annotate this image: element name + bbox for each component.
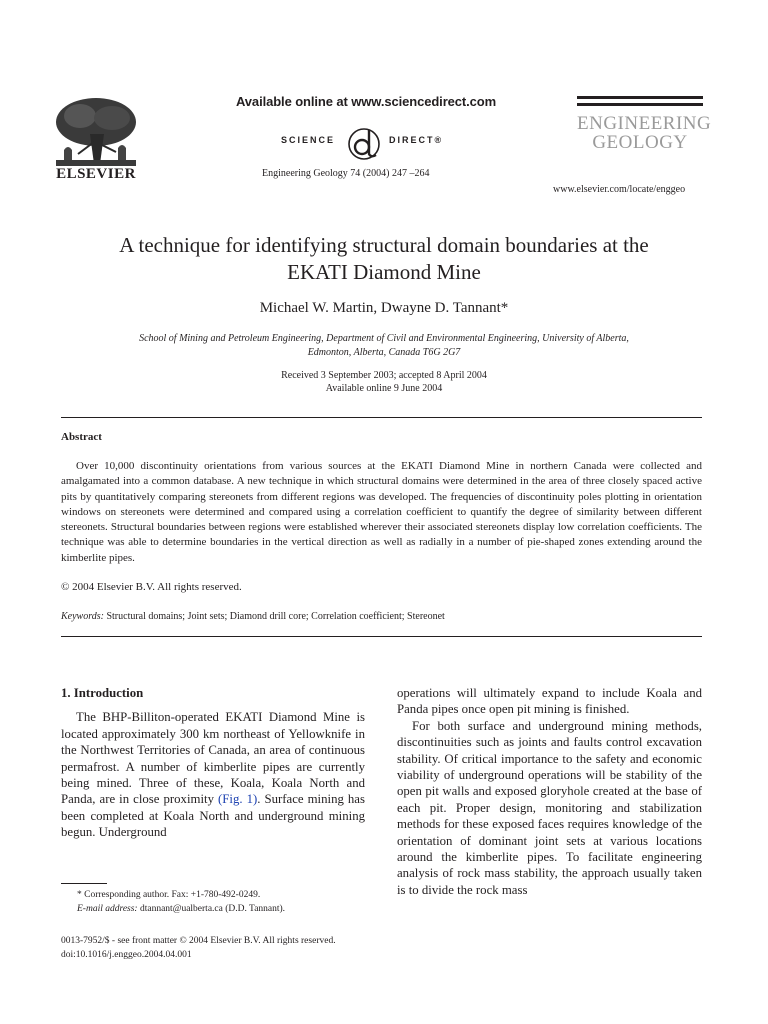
affiliation (90, 332, 678, 360)
article-dates (40, 369, 728, 395)
footnote-rule (61, 883, 107, 884)
sciencedirect-logo (281, 126, 471, 162)
abstract-heading: Abstract (61, 431, 102, 443)
left-column (61, 685, 365, 841)
sciencedirect-left-text: SCIENCE (281, 135, 336, 145)
received-date: Received 3 September 2003; accepted 8 April 2004 (281, 370, 487, 381)
title-line-2: EKATI Diamond Mine (287, 260, 481, 284)
masthead-rule (577, 103, 703, 106)
intro-paragraph-1-text: The BHP-Billiton-operated EKATI Diamond Mine is located approximately 300 km northeast of Yellowknife in the Northwest Territories of Canada, an area of continuous permafrost. A number of kimberlite pipes are currently being mined. Three of these, Koala, Koala North and Panda, are in close proximity (61, 710, 365, 807)
article-title (40, 232, 728, 286)
divider (61, 636, 702, 637)
intro-paragraph-1 (61, 709, 365, 840)
right-column (397, 685, 702, 898)
journal-reference: Engineering Geology 74 (2004) 247 –264 (262, 168, 430, 179)
available-date: Available online 9 June 2004 (325, 383, 443, 394)
authors: Michael W. Martin, Dwayne D. Tannant* (259, 300, 509, 316)
journal-title-line1: ENGINEERING (577, 113, 712, 134)
affiliation-line-1: School of Mining and Petroleum Engineering, Department of Civil and Environmental Engineering, University of Alberta, (139, 333, 629, 344)
email-address-link[interactable]: dtannant@ualberta.ca (D.D. Tannant). (139, 904, 286, 914)
right-paragraph-1: operations will ultimately expand to include Koala and Panda pipes once open pit mining is finished. (397, 686, 702, 717)
footnotes (61, 888, 365, 916)
doi-link[interactable]: doi:10.1016/j.enggeo.2004.04.001 (61, 950, 192, 960)
figure-1-link[interactable]: (Fig. 1) (218, 792, 258, 807)
keywords-label: Keywords: (61, 611, 104, 622)
available-online-text: Available online at www.sciencedirect.com (236, 94, 497, 109)
email-label: E-mail address: (77, 904, 138, 914)
issn-doi-block (61, 934, 336, 962)
keywords (61, 611, 445, 622)
journal-masthead (577, 96, 712, 153)
abstract-body: Over 10,000 discontinuity orientations from various sources at the EKATI Diamond Mine in northern Canada were collected and amalgamated into a common database. A new technique in which structural domains were determined in the area of three closely spaced active pits by quantitatively comparing stereonets from different regions was developed. The frequencies of discontinuity poles plotting in orientation windows on stereonets were determined and compared using a correlation coefficient to quantify the degree of similarity between different stereonets. Structural boundaries between regions were established wherever their associated stereonets display low correlation coefficients. The technique was able to determine boundaries in the vertical direction as well as radially in a number of pie-shaped zones extending around the kimberlite pipes. (61, 460, 702, 564)
affiliation-line-2: Edmonton, Alberta, Canada T6G 2G7 (307, 347, 461, 358)
email-note (61, 902, 365, 916)
journal-url-link[interactable]: www.elsevier.com/locate/enggeo (553, 184, 686, 195)
divider (61, 417, 702, 418)
keywords-list: Structural domains; Joint sets; Diamond drill core; Correlation coefficient; Stereonet (106, 611, 445, 622)
sciencedirect-d-icon (343, 126, 385, 162)
corresponding-author-note: * Corresponding author. Fax: +1-780-492-0249. (77, 890, 261, 900)
title-line-1: A technique for identifying structural domain boundaries at the (119, 233, 649, 257)
sciencedirect-right-text: DIRECT® (389, 135, 444, 145)
journal-title-line2: GEOLOGY (592, 132, 688, 153)
section-heading-introduction: 1. Introduction (61, 686, 144, 700)
masthead-rule (577, 96, 703, 99)
right-paragraph-2: For both surface and underground mining methods, discontinuities such as joints and faults control excavation stability. Of critical importance to the safety and economic viability of underground operations will be stability of the open pit walls and exposed gloryhole created at the base of each pit. Proper design, monitoring and stabilization methods for these exposed faces requires knowledge of the orientation of dominant joint sets at various locations around the kimberlite pipes. To facilitate engineering analysis of rock mass stability, the approach usually taken is to divide the rock mass (397, 718, 702, 897)
intro-paragraph-1-text-cont: . Surface mining has been completed at Koala North and underground mining begun. Underground (61, 792, 365, 840)
publisher-name: ELSEVIER (56, 166, 136, 182)
issn-line: 0013-7952/$ - see front matter © 2004 Elsevier B.V. All rights reserved. (61, 936, 336, 946)
abstract-copyright: © 2004 Elsevier B.V. All rights reserved. (61, 581, 242, 593)
